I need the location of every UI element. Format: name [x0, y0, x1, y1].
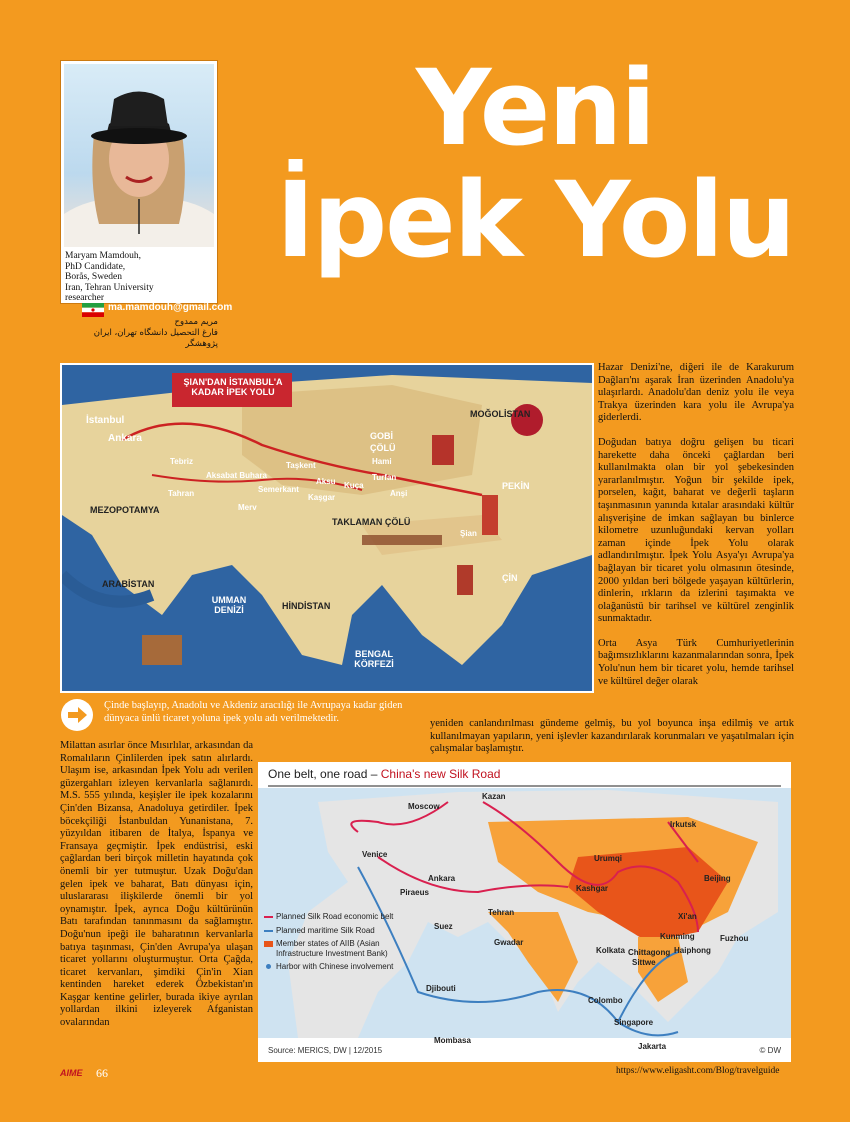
legend-label-maritime: Planned maritime Silk Road	[276, 925, 375, 935]
map2-city-xian: Xi'an	[678, 912, 697, 921]
map2-city-venice: Venice	[362, 850, 388, 859]
right-paragraph-2: Doğudan batıya doğru gelişen bu ticari harekette daha önceki çağlardan beri kullanılmakta olan bir yol şebekesinden yararlanılmıştır. Yoğun bir şekilde ipek, porselen, kağıt, baharat ve değerli taşların taşınmasının yanında kıtalar arasındaki kültür alışverişine de imkan sağlayan bu binlerce kilometre uzunluğundaki kervan yolları zaman içinde İpek Yolu olarak adlandırılmıştır. İpek Yolu Asya'yı Avrupa'ya bağlayan bir ticaret yolu olmasının ötesinde, 2000 yıldan beri bölgede yaşayan kültürlerin, dinlerin, ırkların da izlerini taşımakta ve olağanüstü bir tarihsel ve kültürel zenginlik sunmaktadır.	[598, 436, 794, 625]
map1-label-merv: Merv	[238, 503, 257, 512]
map1-label-umman-2: DENİZİ	[214, 605, 244, 615]
legend-label-aiib: Member states of AIIB (Asian Infrastructure Investment Bank)	[276, 939, 388, 958]
map1-label-ankara: Ankara	[108, 433, 142, 444]
title-line-1: Yeni	[416, 47, 654, 169]
author-role: researcher	[65, 293, 105, 303]
map1-label-tahran: Tahran	[168, 489, 195, 498]
map1-label-turfan: Turfan	[372, 473, 397, 482]
map2-source: Source: MERICS, DW | 12/2015	[268, 1046, 383, 1055]
map1-label-cin: ÇİN	[502, 573, 518, 583]
map-caption: Çinde başlayıp, Anadolu ve Akdeniz aracılığı ile Avrupaya kadar giden dünyaca ünlü ticaret yoluna ipek yolu adı verilmektedir.	[104, 700, 403, 724]
map2-city-singapore: Singapore	[614, 1018, 654, 1027]
map1-label-hami: Hami	[372, 457, 392, 466]
map1-label-umman-1: UMMAN	[211, 595, 247, 605]
map2-city-kolkata: Kolkata	[596, 946, 625, 955]
arrow-right-icon	[60, 698, 94, 732]
legend-item-aiib	[264, 939, 414, 958]
author-card	[60, 60, 218, 304]
map2-city-kunming: Kunming	[660, 932, 695, 941]
map2-city-gwadar: Gwadar	[494, 938, 524, 947]
persian-role: پژوهشگر	[185, 339, 218, 349]
silk-road-illustrated-map	[60, 363, 594, 693]
map1-label-kasgar: Kaşgar	[308, 493, 336, 502]
map1-label-taklaman: TAKLAMAN ÇÖLÜ	[332, 517, 411, 527]
article-wide-paragraph: yeniden canlandırılması gündeme gelmiş, bu yol boyunca inşa edilmiş ve artık kullanılmayan yapıların, yeni işlevler kazandırılarak korunmaları ve yaşatılmaları için çalışmalar başlamıştır.	[430, 718, 794, 755]
map2-credit: © DW	[759, 1046, 781, 1055]
page-number: 66	[96, 1066, 108, 1080]
map2-city-piraeus: Piraeus	[400, 888, 429, 897]
map1-label-arabistan: ARABİSTAN	[102, 579, 155, 589]
map2-legend	[264, 912, 414, 976]
author-university: Iran, Tehran University	[65, 282, 154, 293]
persian-degree: فارغ التحصیل دانشگاه تهران، ایران	[93, 328, 218, 338]
map1-label-bengal-2: KÖRFEZİ	[354, 659, 394, 669]
map2-title-highlight: China's new Silk Road	[380, 767, 501, 781]
map1-label-aksabat: Aksabat Buhara	[206, 471, 267, 480]
author-photo	[64, 64, 214, 247]
legend-item-harbor	[264, 962, 414, 972]
map1-label-gobi: GOBİ	[370, 431, 394, 441]
magazine-logo: AIME	[60, 1068, 83, 1078]
map1-label-hindistan: HİNDİSTAN	[282, 601, 331, 611]
map1-label-kuca: Kuça	[344, 481, 364, 490]
iran-flag-icon	[82, 303, 104, 317]
author-location: Borås, Sweden	[65, 272, 122, 282]
title-line-2: İpek Yolu	[276, 159, 794, 281]
map1-label-ansi: Anşi	[390, 489, 408, 498]
map2-city-jakarta: Jakarta	[638, 1042, 667, 1051]
map2-city-sittwe: Sittwe	[632, 958, 656, 967]
map1-label-mogolistan: MOĞOLİSTAN	[470, 409, 531, 419]
author-name: Maryam Mamdouh,	[65, 251, 141, 261]
map1-label-sian: Şian	[460, 529, 477, 538]
map1-banner-line-1: ŞIAN'DAN İSTANBUL'A	[183, 377, 283, 387]
map2-city-fuzhou: Fuzhou	[720, 934, 749, 943]
map2-city-tehran: Tehran	[488, 908, 515, 917]
author-degree: PhD Candidate,	[65, 261, 126, 272]
right-paragraph-1: Hazar Denizi'ne, diğeri ile de Karakurum Dağları'nı aşarak İran üzerinden Anadolu'ya ulaşırlardı. Anadolu'dan deniz yolu ile veya Trakya üzerinden kara yolu ile Avrupa'ya giderlerdi.	[598, 362, 794, 424]
author-info	[65, 251, 215, 304]
map1-label-taskent: Taşkent	[286, 461, 316, 470]
article-right-column	[598, 362, 794, 688]
page-title	[240, 47, 830, 281]
legend-item-economic-belt	[264, 912, 414, 922]
author-email[interactable]: ma.mamdouh@gmail.com	[108, 302, 233, 313]
map1-label-mezopotamya: MEZOPOTAMYA	[90, 505, 160, 515]
map2-city-moscow: Moscow	[408, 802, 440, 811]
persian-name: مریم ممدوح	[174, 317, 218, 327]
map1-label-semerkant: Semerkant	[258, 485, 299, 494]
legend-label-economic-belt: Planned Silk Road economic belt	[276, 912, 394, 921]
author-persian-info	[90, 317, 218, 350]
map2-city-urumqi: Urumqi	[594, 854, 622, 863]
author-portrait-image	[64, 64, 214, 247]
legend-label-harbor: Harbor with Chinese involvement	[276, 962, 394, 971]
article-left-column: Milattan asırlar önce Mısırlılar, arkasından da Romalıların Çinlilerden ipek satın alırlardı. Ulaşım ise, arkasından İpek Yolu adı verilen güzergahları izleyen kervanlarla sağlanırdı. M.S. 555 yılında, keşişler ile ipek kozalarını Çin'den Bizansa, Anadoluya getirdiler. İpek böcekçiliği İstanbuldan Yunanistana, 7. yüzyıldan itibaren de İtalya, İspanya ve Fransaya geçmiştir. İpek endüstrisi, eski çağlardan beri birçok milletin hayatında çok önemli bir yer tutmuştur. Uzak Doğu'dan gelen ipek ve baharat, Batı dünyası için, uluslararası ilişkilerde önemli bir yol oynamıştır. İpek, ayrıca Doğu kültürünün Batı tarafından tanınmasını da sağlamıştır. Doğu'nun ipeği ile baharatının kervanlarla batıya taşınması, Çin'den Avrupa'ya ulaşan ticaret yollarını oluşturmuştur. Orta Çağda, ticaret kervanları, şimdiki Çin'in Xian kentinden hareket ederek Özbekistan'ın Kaşgar kentine gelirler, burada ikiye ayrılan yollardan ilkini izleyerek Afganistan ovalarından	[60, 740, 253, 1029]
map2-city-beijing: Beijing	[704, 874, 731, 883]
map2-city-irkutsk: Irkutsk	[670, 820, 697, 829]
right-paragraph-3: Orta Asya Türk Cumhuriyetlerinin bağımsızlıklarını kazanmalarından sonra, İpek Yolu'nun hem bir ticaret yolu, hemde tarihsel ve kültürel değer olarak	[598, 637, 794, 687]
map1-banner-line-2: KADAR İPEK YOLU	[191, 387, 275, 397]
map2-title-prefix: One belt, one road –	[268, 767, 381, 781]
map1-banner	[178, 377, 288, 397]
map2-city-ankara: Ankara	[428, 874, 456, 883]
map1-label-umman	[204, 595, 254, 615]
map2-city-suez: Suez	[434, 922, 453, 931]
map1-label-bengal-1: BENGAL	[355, 649, 393, 659]
map2-city-kashgar: Kashgar	[576, 884, 609, 893]
one-belt-one-road-map	[258, 762, 791, 1062]
map2-city-mombasa: Mombasa	[434, 1036, 471, 1045]
footer-url[interactable]: https://www.eligasht.com/Blog/travelguide	[616, 1066, 780, 1076]
map1-label-tebriz: Tebriz	[170, 457, 193, 466]
map2-city-colombo: Colombo	[588, 996, 623, 1005]
map1-label-gobi-2: ÇÖLÜ	[370, 443, 396, 453]
map1-label-bengal	[344, 649, 404, 669]
map1-label-istanbul: İstanbul	[86, 415, 125, 426]
map2-city-djibouti: Djibouti	[426, 984, 456, 993]
map2-city-kazan: Kazan	[482, 792, 506, 801]
map2-city-haiphong: Haiphong	[674, 946, 711, 955]
map2-city-chittagong: Chittagong	[628, 948, 671, 957]
map1-label-pekin: PEKİN	[502, 481, 530, 491]
legend-item-maritime	[264, 926, 414, 936]
map1-label-aksu: Aksu	[316, 477, 336, 486]
